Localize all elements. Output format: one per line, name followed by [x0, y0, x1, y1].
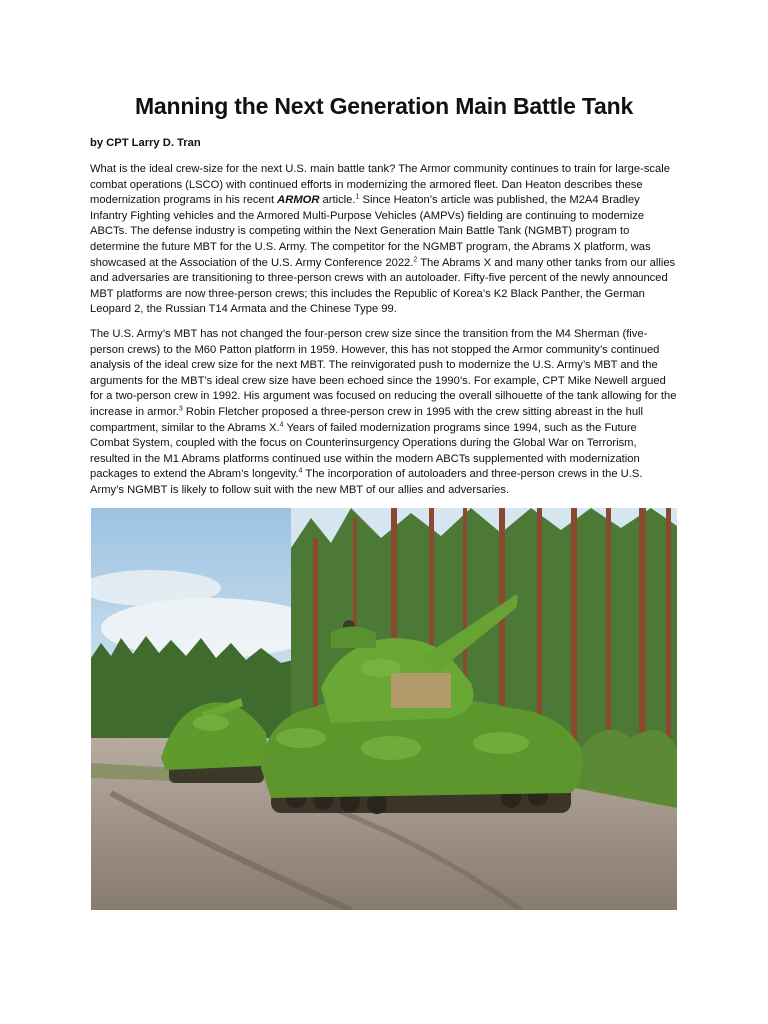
paragraph-2 [90, 327, 678, 499]
p2-text-a: The U.S. Army’s MBT has not changed the four-person crew size since the transition from the M4 Sherman (five-person crews) to the M60 Patton platform in 1959. However, this has not stopped the Armor community’s continued analysis of the ideal crew size for the next MBT. The reinvigorated push to modernize the U.S. Army’s MBT and the arguments for the MBT’s ideal crew size have been echoed since the 1990’s. For example, CPT Mike Newell argued for a two-person crew in 1992. His argument was focused on reducing the overall silhouette of the tank allowing for the increase in armor. [90, 328, 677, 418]
paragraph-1 [90, 162, 678, 318]
p2-text-c: Years of failed modernization programs since 1994, such as the Future Combat System, coupled with the focus on Counterinsurgency Operations during the Global War on Terrorism, resulted in the M1 Abrams platforms continued use within the modern ABCTs supplemented with modernization packages to extend the Abram’s longevity. [90, 421, 640, 481]
p2-text-b: Robin Fletcher proposed a three-person crew in 1995 with the crew sitting abreast in the hull compartment, similar to the Abrams X. [90, 405, 644, 434]
armor-magazine-name: ARMOR [277, 194, 320, 207]
footnote-4a: 4 [279, 420, 284, 428]
article-title: Manning the Next Generation Main Battle Tank [134, 93, 634, 119]
p2-text-d: The incorporation of autoloaders and three-person crews in the U.S. Army’s NGMBT is likely to follow suit with the new MBT of our allies and adversaries. [90, 468, 643, 496]
tank-photo [91, 508, 677, 910]
footnote-2: 2 [413, 255, 418, 263]
p1-text-a: What is the ideal crew-size for the next U.S. main battle tank? The Armor community continues to train for large-scale combat operations (LSCO) with continued efforts in modernizing the armored fleet. Dan Heaton describes these modernization programs in his recent [90, 163, 670, 207]
footnote-3: 3 [178, 405, 183, 413]
footnote-1: 1 [355, 193, 360, 201]
p1-text-b: article. [319, 194, 356, 207]
footnote-4b: 4 [298, 467, 303, 475]
byline: by CPT Larry D. Tran [90, 137, 201, 149]
cloud [101, 598, 321, 658]
p1-text-d: The Abrams X and many other tanks from our allies and adversaries are transitioning to three-person crews with an autoloader. Fifty-five percent of the newly announced MBT platforms are now three-person crews; this includes the Republic of Korea’s K2 Black Panther, the German Leopard 2, the Russian T14 Armata and the Chinese Type 99. [90, 256, 676, 316]
p1-text-c: Since Heaton’s article was published, the M2A4 Bradley Infantry Fighting vehicles and the Armored Multi-Purpose Vehicles (AMPVs) fielding are continuing to modernize ABCTs. The defense industry is competing within the Next Generation Main Battle Tank (NGMBT) program to determine the future MBT for the U.S. Army. The competitor for the NGMBT program, the Abrams X platform, was showcased at the Association of the U.S. Army Conference 2022. [90, 194, 651, 269]
